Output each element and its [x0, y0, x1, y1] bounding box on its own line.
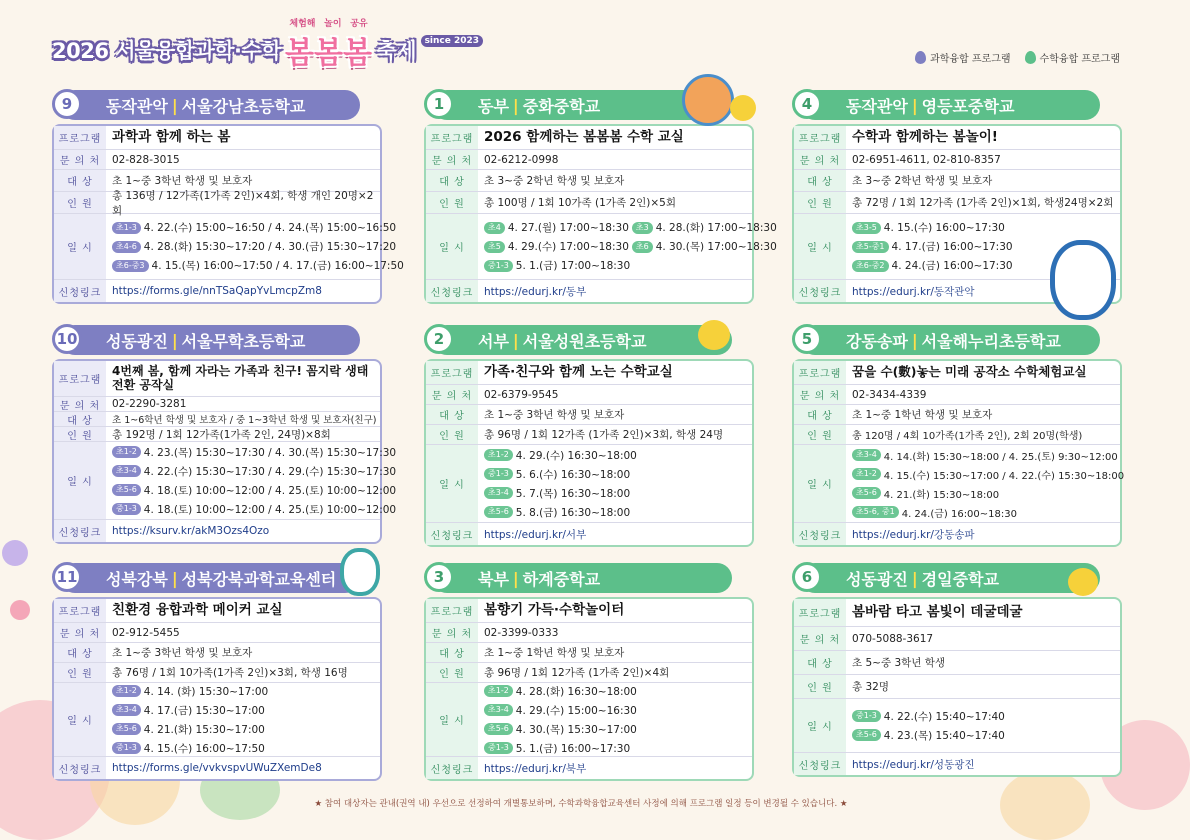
- card-school: 하계중학교: [522, 569, 601, 589]
- mascot-bee-illustration: [1068, 568, 1098, 596]
- card-school: 서울강남초등학교: [181, 96, 306, 116]
- label-count: 인 원: [426, 192, 478, 213]
- card-number: 6: [792, 562, 822, 592]
- schedule-line: [484, 237, 777, 256]
- schedule-text: 4. 14.(화) 15:30~18:00 / 4. 25.(토) 9:30~12:00: [883, 451, 1118, 463]
- card-table: [52, 597, 382, 781]
- grade-tag: 초1-2: [852, 468, 881, 480]
- contact-value: 070-5088-3617: [852, 632, 934, 645]
- grade-tag: 초3-4: [484, 704, 513, 716]
- label-link: 신청링크: [426, 280, 478, 302]
- contact-value: 02-3399-0333: [484, 626, 559, 639]
- grade-tag: 초3-4: [112, 465, 141, 477]
- card-region: 동작관악: [846, 96, 908, 116]
- schedule-line: [484, 256, 777, 275]
- contact-value: 02-912-5455: [112, 626, 180, 639]
- card-table: [792, 359, 1125, 547]
- schedule-text: 4. 18.(토) 10:00~12:00 / 4. 25.(토) 10:00~12:00: [143, 503, 397, 516]
- mascot-book-illustration: [682, 74, 734, 126]
- label-target: 대 상: [54, 412, 106, 426]
- schedule-line: [112, 462, 396, 481]
- grade-tag: 중1-3: [484, 468, 513, 480]
- card-school: 서울해누리초등학교: [921, 331, 1061, 351]
- card-table: [52, 359, 397, 544]
- label-target: 대 상: [426, 170, 478, 191]
- grade-tag: 초5-6: [112, 723, 141, 735]
- signup-link[interactable]: https://ksurv.kr/akM3Ozs4Ozo: [112, 525, 270, 537]
- schedule-line: [112, 739, 374, 758]
- card-header: 2 서부 | 서울성원초등학교: [432, 325, 732, 355]
- schedule-text: 4. 15.(수) 15:30~17:00 / 4. 22.(수) 15:30~18:00: [883, 470, 1125, 482]
- poster-title-prefix: 2026 서울융합과학·수학: [52, 39, 282, 63]
- card-school: 서울성원초등학교: [522, 331, 647, 351]
- schedule-text: 4. 15.(수) 16:00~17:50: [143, 742, 265, 755]
- card-school: 성북강북과학교육센터: [181, 569, 337, 589]
- program-card-11: [52, 563, 382, 781]
- schedule-text: 4. 23.(목) 15:30~17:30 / 4. 30.(목) 15:30~17:30: [143, 446, 397, 459]
- grade-tag: 초5: [484, 241, 505, 253]
- target-value: 초 5~중 3학년 학생: [852, 657, 946, 669]
- label-link: 신청링크: [426, 757, 478, 779]
- card-number: 9: [52, 89, 82, 119]
- grade-tag: 중1-3: [484, 742, 513, 754]
- card-number: 3: [424, 562, 454, 592]
- target-value: 초 1~중 1학년 학생 및 보호자: [852, 409, 993, 421]
- schedule-text: 4. 28.(화) 17:00~18:30: [655, 222, 777, 234]
- grade-tag: 중1-3: [112, 503, 141, 515]
- card-number: 10: [52, 324, 82, 354]
- label-schedule: 일 시: [426, 214, 478, 279]
- card-number: 11: [52, 562, 82, 592]
- schedule-text: 4. 15.(목) 16:00~17:50 / 4. 17.(금) 16:00~17:50: [151, 260, 404, 272]
- grade-tag: 초5-6: [852, 729, 881, 741]
- program-card-3: [424, 563, 754, 781]
- signup-link[interactable]: https://forms.gle/nnTSaQapYvLmcpZm8: [112, 285, 322, 297]
- legend-math-label: 수학융합 프로그램: [1039, 54, 1120, 65]
- poster-title-suffix: 축제: [375, 39, 417, 63]
- schedule-line: [852, 446, 1124, 465]
- schedule-text: 4. 22.(수) 15:40~17:40: [883, 710, 1005, 723]
- card-header: 10 성동광진 | 서울무학초등학교: [60, 325, 360, 355]
- label-link: 신청링크: [794, 280, 846, 302]
- label-count: 인 원: [54, 663, 106, 682]
- count-value: 총 76명 / 1회 10가족(1가족 2인)×3회, 학생 16명: [112, 667, 348, 679]
- target-value: 초 1~중 1학년 학생 및 보호자: [484, 647, 625, 659]
- schedule-text: 5. 6.(수) 16:30~18:00: [515, 468, 631, 481]
- brand-sub-3: 공유: [350, 19, 368, 29]
- card-region: 강동송파: [846, 331, 908, 351]
- schedule-text: 4. 23.(목) 15:40~17:40: [883, 729, 1005, 742]
- label-program: 프로그램: [54, 126, 106, 149]
- schedule-line: [484, 446, 746, 465]
- since-badge: since 2023: [421, 35, 483, 47]
- card-region: 성동광진: [106, 331, 168, 351]
- label-contact: 문 의 처: [54, 623, 106, 642]
- label-program: 프로그램: [794, 126, 846, 149]
- schedule-text: 4. 24.(금) 16:00~18:30: [901, 508, 1017, 520]
- flower-decoration: [2, 540, 28, 566]
- card-header: 6 성동광진 | 경일중학교: [800, 563, 1100, 593]
- label-count: 인 원: [54, 192, 106, 213]
- card-region: 동부: [478, 96, 509, 116]
- program-name: 가족·친구와 함께 노는 수학교실: [484, 363, 673, 380]
- label-schedule: 일 시: [426, 445, 478, 522]
- schedule-text: 5. 1.(금) 17:00~18:30: [515, 260, 631, 272]
- signup-link[interactable]: https://edurj.kr/동부: [484, 285, 587, 298]
- count-value: 총 136명 / 12가족(1가족 2인)×4회, 학생 개인 20명×2회: [112, 189, 374, 217]
- label-schedule: 일 시: [794, 699, 846, 752]
- label-schedule: 일 시: [54, 683, 106, 756]
- brand-sub-1: 체험해: [289, 19, 316, 29]
- card-school: 경일중학교: [921, 569, 999, 589]
- label-program: 프로그램: [54, 361, 106, 396]
- brand-sub-2: 놀이: [324, 19, 342, 29]
- footnote: ★ 참여 대상자는 관내(권역 내) 우선으로 선정하여 개별통보하며, 수학과학융합교육센터 사정에 의해 프로그램 일정 등이 변경될 수 있습니다. ★: [314, 799, 848, 809]
- legend: [915, 50, 1120, 65]
- grade-tag: 초1-2: [112, 446, 141, 458]
- schedule-text: 4. 30.(목) 17:00~18:30: [655, 241, 777, 253]
- count-value: 총 96명 / 1회 12가족 (1가족 2인)×3회, 학생 24명: [484, 429, 724, 441]
- label-contact: 문 의 처: [426, 385, 478, 404]
- grade-tag: 중1-3: [484, 260, 513, 272]
- label-contact: 문 의 처: [794, 150, 846, 169]
- count-value: 총 192명 / 1회 12가족(1가족 2인, 24명)×8회: [112, 428, 331, 441]
- flower-decoration: [10, 600, 30, 620]
- count-value: 총 96명 / 1회 12가족 (1가족 2인)×4회: [484, 667, 670, 679]
- schedule-line: [112, 682, 374, 701]
- label-contact: 문 의 처: [426, 623, 478, 642]
- schedule-text: 5. 7.(목) 16:30~18:00: [515, 487, 631, 500]
- label-program: 프로그램: [426, 126, 478, 149]
- program-name: 4번째 봄, 함께 자라는 가족과 친구! 꼼지락 생태전환 공작실: [112, 363, 369, 392]
- grade-tag: 초4: [484, 222, 505, 234]
- label-program: 프로그램: [426, 599, 478, 622]
- label-count: 인 원: [794, 192, 846, 213]
- grade-tag: 초3-4: [852, 449, 881, 461]
- program-name: 수학과 함께하는 봄놀이!: [852, 128, 998, 145]
- label-schedule: 일 시: [426, 683, 478, 756]
- target-value: 초 1~중 3학년 학생 및 보호자: [112, 647, 253, 659]
- program-card-10: [52, 325, 397, 544]
- schedule-line: [484, 739, 746, 758]
- schedule-text: 4. 29.(수) 16:30~18:00: [515, 449, 637, 462]
- grade-tag: 중1-3: [112, 742, 141, 754]
- legend-math: [1025, 50, 1120, 65]
- label-link: 신청링크: [794, 523, 846, 545]
- mascot-character-illustration: [1050, 240, 1116, 320]
- card-header: 5 강동송파 | 서울해누리초등학교: [800, 325, 1100, 355]
- schedule-line: [852, 218, 1114, 237]
- grade-tag: 초6-중3: [112, 260, 149, 272]
- grade-tag: 초5-중1: [852, 241, 889, 253]
- schedule-line: [112, 256, 404, 275]
- card-number: 4: [792, 89, 822, 119]
- poster-brand: [285, 19, 372, 72]
- program-card-9: [52, 90, 404, 304]
- program-card-2: [424, 325, 754, 547]
- schedule-text: 4. 22.(수) 15:30~17:30 / 4. 29.(수) 15:30~17:30: [143, 465, 397, 478]
- schedule-text: 4. 17.(금) 15:30~17:00: [143, 704, 265, 717]
- schedule-text: 4. 21.(화) 15:30~18:00: [883, 489, 1000, 501]
- grade-tag: 초5-6, 중1: [852, 506, 899, 518]
- contact-value: 02-2290-3281: [112, 398, 187, 410]
- label-schedule: 일 시: [794, 445, 846, 522]
- grade-tag: 초5-6: [484, 723, 513, 735]
- label-target: 대 상: [426, 405, 478, 424]
- card-region: 동작관악: [106, 96, 168, 116]
- contact-value: 02-6379-9545: [484, 388, 559, 401]
- schedule-line: [852, 726, 1114, 745]
- schedule-text: 4. 30.(목) 15:30~17:00: [515, 723, 637, 736]
- label-link: 신청링크: [54, 520, 106, 542]
- schedule-line: [484, 701, 746, 720]
- schedule-line: [112, 481, 396, 500]
- grade-tag: 초5-6: [484, 506, 513, 518]
- label-contact: 문 의 처: [426, 150, 478, 169]
- target-value: 초 3~중 2학년 학생 및 보호자: [484, 175, 625, 187]
- schedule-text: 4. 21.(화) 15:30~17:00: [143, 723, 265, 736]
- label-count: 인 원: [54, 427, 106, 441]
- contact-value: 02-3434-4339: [852, 388, 927, 401]
- card-school: 중화중학교: [522, 96, 601, 116]
- schedule-line: [852, 465, 1124, 484]
- count-value: 총 100명 / 1회 10가족 (1가족 2인)×5회: [484, 197, 676, 209]
- program-name: 과학과 함께 하는 봄: [112, 128, 231, 145]
- label-program: 프로그램: [426, 361, 478, 384]
- contact-value: 02-6951-4611, 02-810-8357: [852, 153, 1001, 166]
- card-region: 성북강북: [106, 569, 168, 589]
- schedule-line: [112, 500, 396, 519]
- schedule-text: 5. 1.(금) 16:00~17:30: [515, 742, 631, 755]
- mascot-character-illustration: [340, 548, 380, 596]
- schedule-line: [112, 720, 374, 739]
- label-link: 신청링크: [54, 757, 106, 779]
- pin-icon: [1025, 51, 1036, 64]
- card-school: 서울무학초등학교: [181, 331, 306, 351]
- program-name: 2026 함께하는 봄봄봄 수학 교실: [484, 128, 684, 145]
- card-header: 1 동부 | 중화중학교: [432, 90, 732, 120]
- card-table: [424, 359, 754, 547]
- schedule-text: 4. 14. (화) 15:30~17:00: [143, 685, 269, 698]
- schedule-line: [484, 682, 746, 701]
- card-region: 북부: [478, 569, 509, 589]
- label-target: 대 상: [794, 405, 846, 424]
- schedule-text: 4. 28.(화) 16:30~18:00: [515, 685, 637, 698]
- count-value: 총 120명 / 4회 10가족(1가족 2인), 2회 20명(학생): [852, 431, 1083, 442]
- count-value: 총 72명 / 1회 12가족 (1가족 2인)×1회, 학생24명×2회: [852, 197, 1114, 209]
- grade-tag: 초3-4: [112, 704, 141, 716]
- label-target: 대 상: [794, 170, 846, 191]
- schedule-text: 4. 18.(토) 10:00~12:00 / 4. 25.(토) 10:00~12:00: [143, 484, 397, 497]
- label-link: 신청링크: [54, 280, 106, 302]
- label-count: 인 원: [794, 675, 846, 698]
- schedule-text: 4. 29.(수) 15:00~16:30: [515, 704, 637, 717]
- poster-header: [52, 19, 483, 71]
- grade-tag: 초5-6: [112, 484, 141, 496]
- label-schedule: 일 시: [54, 214, 106, 279]
- schedule-line: [112, 701, 374, 720]
- program-name: 친환경 융합과학 메이커 교실: [112, 601, 283, 618]
- grade-tag: 초1-2: [484, 685, 513, 697]
- card-number: 5: [792, 324, 822, 354]
- card-header: 4 동작관악 | 영등포중학교: [800, 90, 1100, 120]
- schedule-line: [112, 237, 404, 256]
- schedule-line: [484, 218, 777, 237]
- card-table: [52, 124, 404, 304]
- card-number: 2: [424, 324, 454, 354]
- legend-science-label: 과학융합 프로그램: [930, 54, 1011, 65]
- signup-link[interactable]: https://edurj.kr/서부: [484, 528, 587, 541]
- card-table: [424, 597, 754, 781]
- label-target: 대 상: [426, 643, 478, 662]
- schedule-line: [852, 503, 1124, 522]
- card-school: 영등포중학교: [921, 96, 1015, 116]
- label-target: 대 상: [54, 643, 106, 662]
- signup-link[interactable]: https://edurj.kr/강동송파: [852, 528, 975, 541]
- grade-tag: 초1-2: [484, 449, 513, 461]
- grade-tag: 초5-6: [852, 487, 881, 499]
- card-region: 서부: [478, 331, 509, 351]
- label-program: 프로그램: [794, 361, 846, 384]
- mascot-bee-illustration: [698, 320, 730, 350]
- schedule-text: 5. 8.(금) 16:30~18:00: [515, 506, 631, 519]
- label-contact: 문 의 처: [54, 397, 106, 411]
- label-schedule: 일 시: [794, 214, 846, 279]
- grade-tag: 초3: [632, 222, 653, 234]
- schedule-line: [852, 484, 1124, 503]
- schedule-text: 4. 24.(금) 16:00~17:30: [891, 260, 1013, 272]
- signup-link[interactable]: https://edurj.kr/동작관악: [852, 285, 975, 298]
- program-name: 봄향기 가득·수학놀이터: [484, 601, 625, 618]
- label-contact: 문 의 처: [54, 150, 106, 169]
- card-header: 3 북부 | 하계중학교: [432, 563, 732, 593]
- brand-subtitles: [285, 16, 372, 29]
- label-target: 대 상: [54, 170, 106, 191]
- schedule-line: [484, 720, 746, 739]
- schedule-line: [852, 707, 1114, 726]
- pin-icon: [915, 51, 926, 64]
- schedule-text: 4. 27.(월) 17:00~18:30: [507, 222, 629, 234]
- schedule-text: 4. 17.(금) 16:00~17:30: [891, 241, 1013, 253]
- program-card-5: [792, 325, 1125, 547]
- label-count: 인 원: [426, 663, 478, 682]
- contact-value: 02-828-3015: [112, 153, 180, 166]
- label-target: 대 상: [794, 651, 846, 674]
- brand-text: 봄봄봄: [285, 36, 372, 71]
- schedule-text: 4. 28.(화) 15:30~17:20 / 4. 30.(금) 15:30~17:20: [143, 241, 397, 253]
- count-value: 총 32명: [852, 681, 889, 693]
- label-program: 프로그램: [794, 599, 846, 626]
- label-count: 인 원: [794, 425, 846, 444]
- target-value: 초 3~중 2학년 학생 및 보호자: [852, 175, 993, 187]
- program-card-6: [792, 563, 1122, 777]
- program-name: 꿈을 수(數)놓는 미래 공작소 수학체험교실: [852, 364, 1087, 380]
- schedule-line: [112, 218, 404, 237]
- schedule-line: [112, 443, 396, 462]
- schedule-text: 4. 29.(수) 17:00~18:30: [507, 241, 629, 253]
- contact-value: 02-6212-0998: [484, 153, 559, 166]
- program-name: 봄바람 타고 봄빛이 데굴데굴: [852, 603, 1023, 620]
- schedule-text: 4. 22.(수) 15:00~16:50 / 4. 24.(목) 15:00~16:50: [143, 222, 397, 234]
- legend-science: [915, 50, 1010, 65]
- schedule-line: [484, 503, 746, 522]
- grade-tag: 초6-중2: [852, 260, 889, 272]
- grade-tag: 초3-4: [484, 487, 513, 499]
- schedule-text: 4. 15.(수) 16:00~17:30: [883, 222, 1005, 234]
- card-table: [792, 597, 1122, 777]
- target-value: 초 1~중 3학년 학생 및 보호자: [112, 175, 253, 187]
- signup-link[interactable]: https://edurj.kr/북부: [484, 762, 587, 775]
- schedule-line: [484, 465, 746, 484]
- card-table: [424, 124, 777, 304]
- signup-link[interactable]: https://forms.gle/vvkvspvUWuZXemDe8: [112, 762, 322, 774]
- mascot-bee-illustration: [730, 95, 756, 121]
- target-value: 초 1~6학년 학생 및 보호자 / 중 1~3학년 학생 및 보호자(친구): [112, 415, 377, 426]
- label-link: 신청링크: [426, 523, 478, 545]
- card-region: 성동광진: [846, 569, 908, 589]
- card-header: 11 성북강북 | 성북강북과학교육센터: [60, 563, 360, 593]
- grade-tag: 초4-6: [112, 241, 141, 253]
- grade-tag: 초1-3: [112, 222, 141, 234]
- label-link: 신청링크: [794, 753, 846, 775]
- signup-link[interactable]: https://edurj.kr/성동광진: [852, 758, 975, 771]
- label-contact: 문 의 처: [794, 385, 846, 404]
- grade-tag: 초1-2: [112, 685, 141, 697]
- card-number: 1: [424, 89, 454, 119]
- grade-tag: 중1-3: [852, 710, 881, 722]
- target-value: 초 1~중 3학년 학생 및 보호자: [484, 409, 625, 421]
- label-count: 인 원: [426, 425, 478, 444]
- schedule-line: [484, 484, 746, 503]
- grade-tag: 초3-5: [852, 222, 881, 234]
- label-schedule: 일 시: [54, 442, 106, 519]
- card-header: 9 동작관악 | 서울강남초등학교: [60, 90, 360, 120]
- label-program: 프로그램: [54, 599, 106, 622]
- label-contact: 문 의 처: [794, 627, 846, 650]
- grade-tag: 초6: [632, 241, 653, 253]
